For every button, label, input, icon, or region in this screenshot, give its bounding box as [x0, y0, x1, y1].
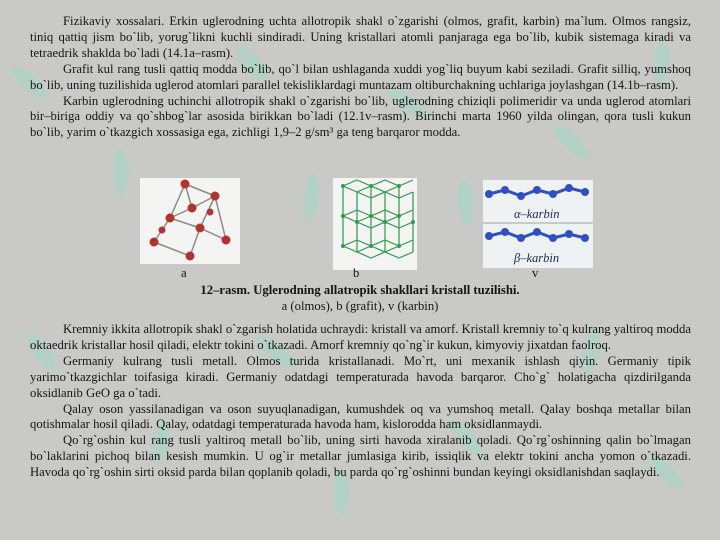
- paragraph-germanium: Germaniy kulrang tusli metall. Olmos turida kristallanadi. Mo`rt, uni mexanik ishlash qiyin. Germaniy tipik yarimo`tkazgichlar toifasiga kiradi. Germaniy odatdagi temperaturada havoda barqaror. Cho`g` holatigacha qizdirilganda oksidlanib GeO ga o`tadi.: [30, 353, 691, 400]
- figure-caption-title: 12–rasm. Uglerodning allatropik shakllari kristall tuzilishi.: [200, 283, 520, 297]
- paragraph-graphite: Grafit kul rang tusli qattiq modda bo`lib, qo`l bilan ushlaganda xuddi yog`liq buyum kabi seziladi. Grafit silliq, yumshoq bo`lib, uning tuzilishida uglerod atomlari parallel tekisliklardagi muntazam oltiburchakning uchlariga joylashgan (14.1b–rasm).: [30, 61, 691, 92]
- alpha-carbyne-label: α–karbin: [514, 207, 560, 221]
- figure-label-b: b: [353, 266, 360, 280]
- text-block-top: [30, 14, 691, 141]
- paragraph-lead: Qo`rg`oshin kul rang tusli yaltiroq metall bo`lib, uning sirti havoda xiralanib qoladi. Qo`rg`oshinning qalin bo`lmagan bo`laklarini pichoq bilan kesish mumkin. U og`ir metallar jumlasiga kirib, issiqlik va elektr tokini ancha yomon o`tkazadi. Havoda qo`rg`oshin sirti oksid parda bilan qoplanib qoladi, bu parda qo`rg`oshinni bundan keyingi oksidlanishdan saqlaydi.: [30, 433, 691, 480]
- figure-label-v: v: [532, 266, 539, 280]
- paragraph-physical-properties: Fizikaviy xossalari. Erkin uglerodning uchta allotropik shakl o`zgarishi (olmos, grafit, karbin) ma`lum. Olmos rangsiz, tiniq qattiq jism bo`lib, yorug`likni kuchli sindiradi. Uning kristallari atomli panjaraga ega bo`lib, kubik sistemaga kiradi va tetraedrik shaklda bo`ladi (14.1a–rasm).: [30, 14, 691, 60]
- graphite-structure-image: [333, 178, 417, 270]
- beta-carbyne-label: β–karbin: [514, 251, 560, 265]
- figure-label-a: a: [181, 266, 187, 280]
- paragraph-carbyne: Karbin uglerodning uchinchi allotropik shakl o`zgarishi bo`lib, uglerodning chiziqli polimeridir va unda uglerod atomlari bir–biriga oddiy va qo`shbog`lar asosida birikkan bo`ladi (12.1v–rasm). Birinchi marta 1960 yilda olingan, qora tusli kukun bo`lib, yarim o`tkazgich xossasiga ega, zichligi 1,9–2 g/sm³ ga teng barqaror modda.: [30, 93, 691, 140]
- paragraph-tin: Qalay oson yassilanadigan va oson suyuqlanadigan, kumushdek oq va yumshoq metall. Qalay boshqa metallar bilan qotishmalar hosil qiladi. Qalay, odatdagi temperaturada havoda ham, kislorodda ham oksidlanmaydi.: [30, 401, 691, 432]
- figure-caption-subtitle: a (olmos), b (grafit), v (karbin): [281, 299, 439, 313]
- text-block-bottom: [30, 322, 691, 481]
- diamond-structure-image: [140, 178, 240, 264]
- paragraph-silicon: Kremniy ikkita allotropik shakl o`zgarish holatida uchraydi: kristall va amorf. Kristall kremniy to`q kulrang yaltiroq modda oktaedrik kristallar hosil qiladi, elektr tokini o`tkazadi. Amorf kremniy qo`ng`ir kukun, kimyoviy jixatdan faolroq.: [30, 322, 691, 352]
